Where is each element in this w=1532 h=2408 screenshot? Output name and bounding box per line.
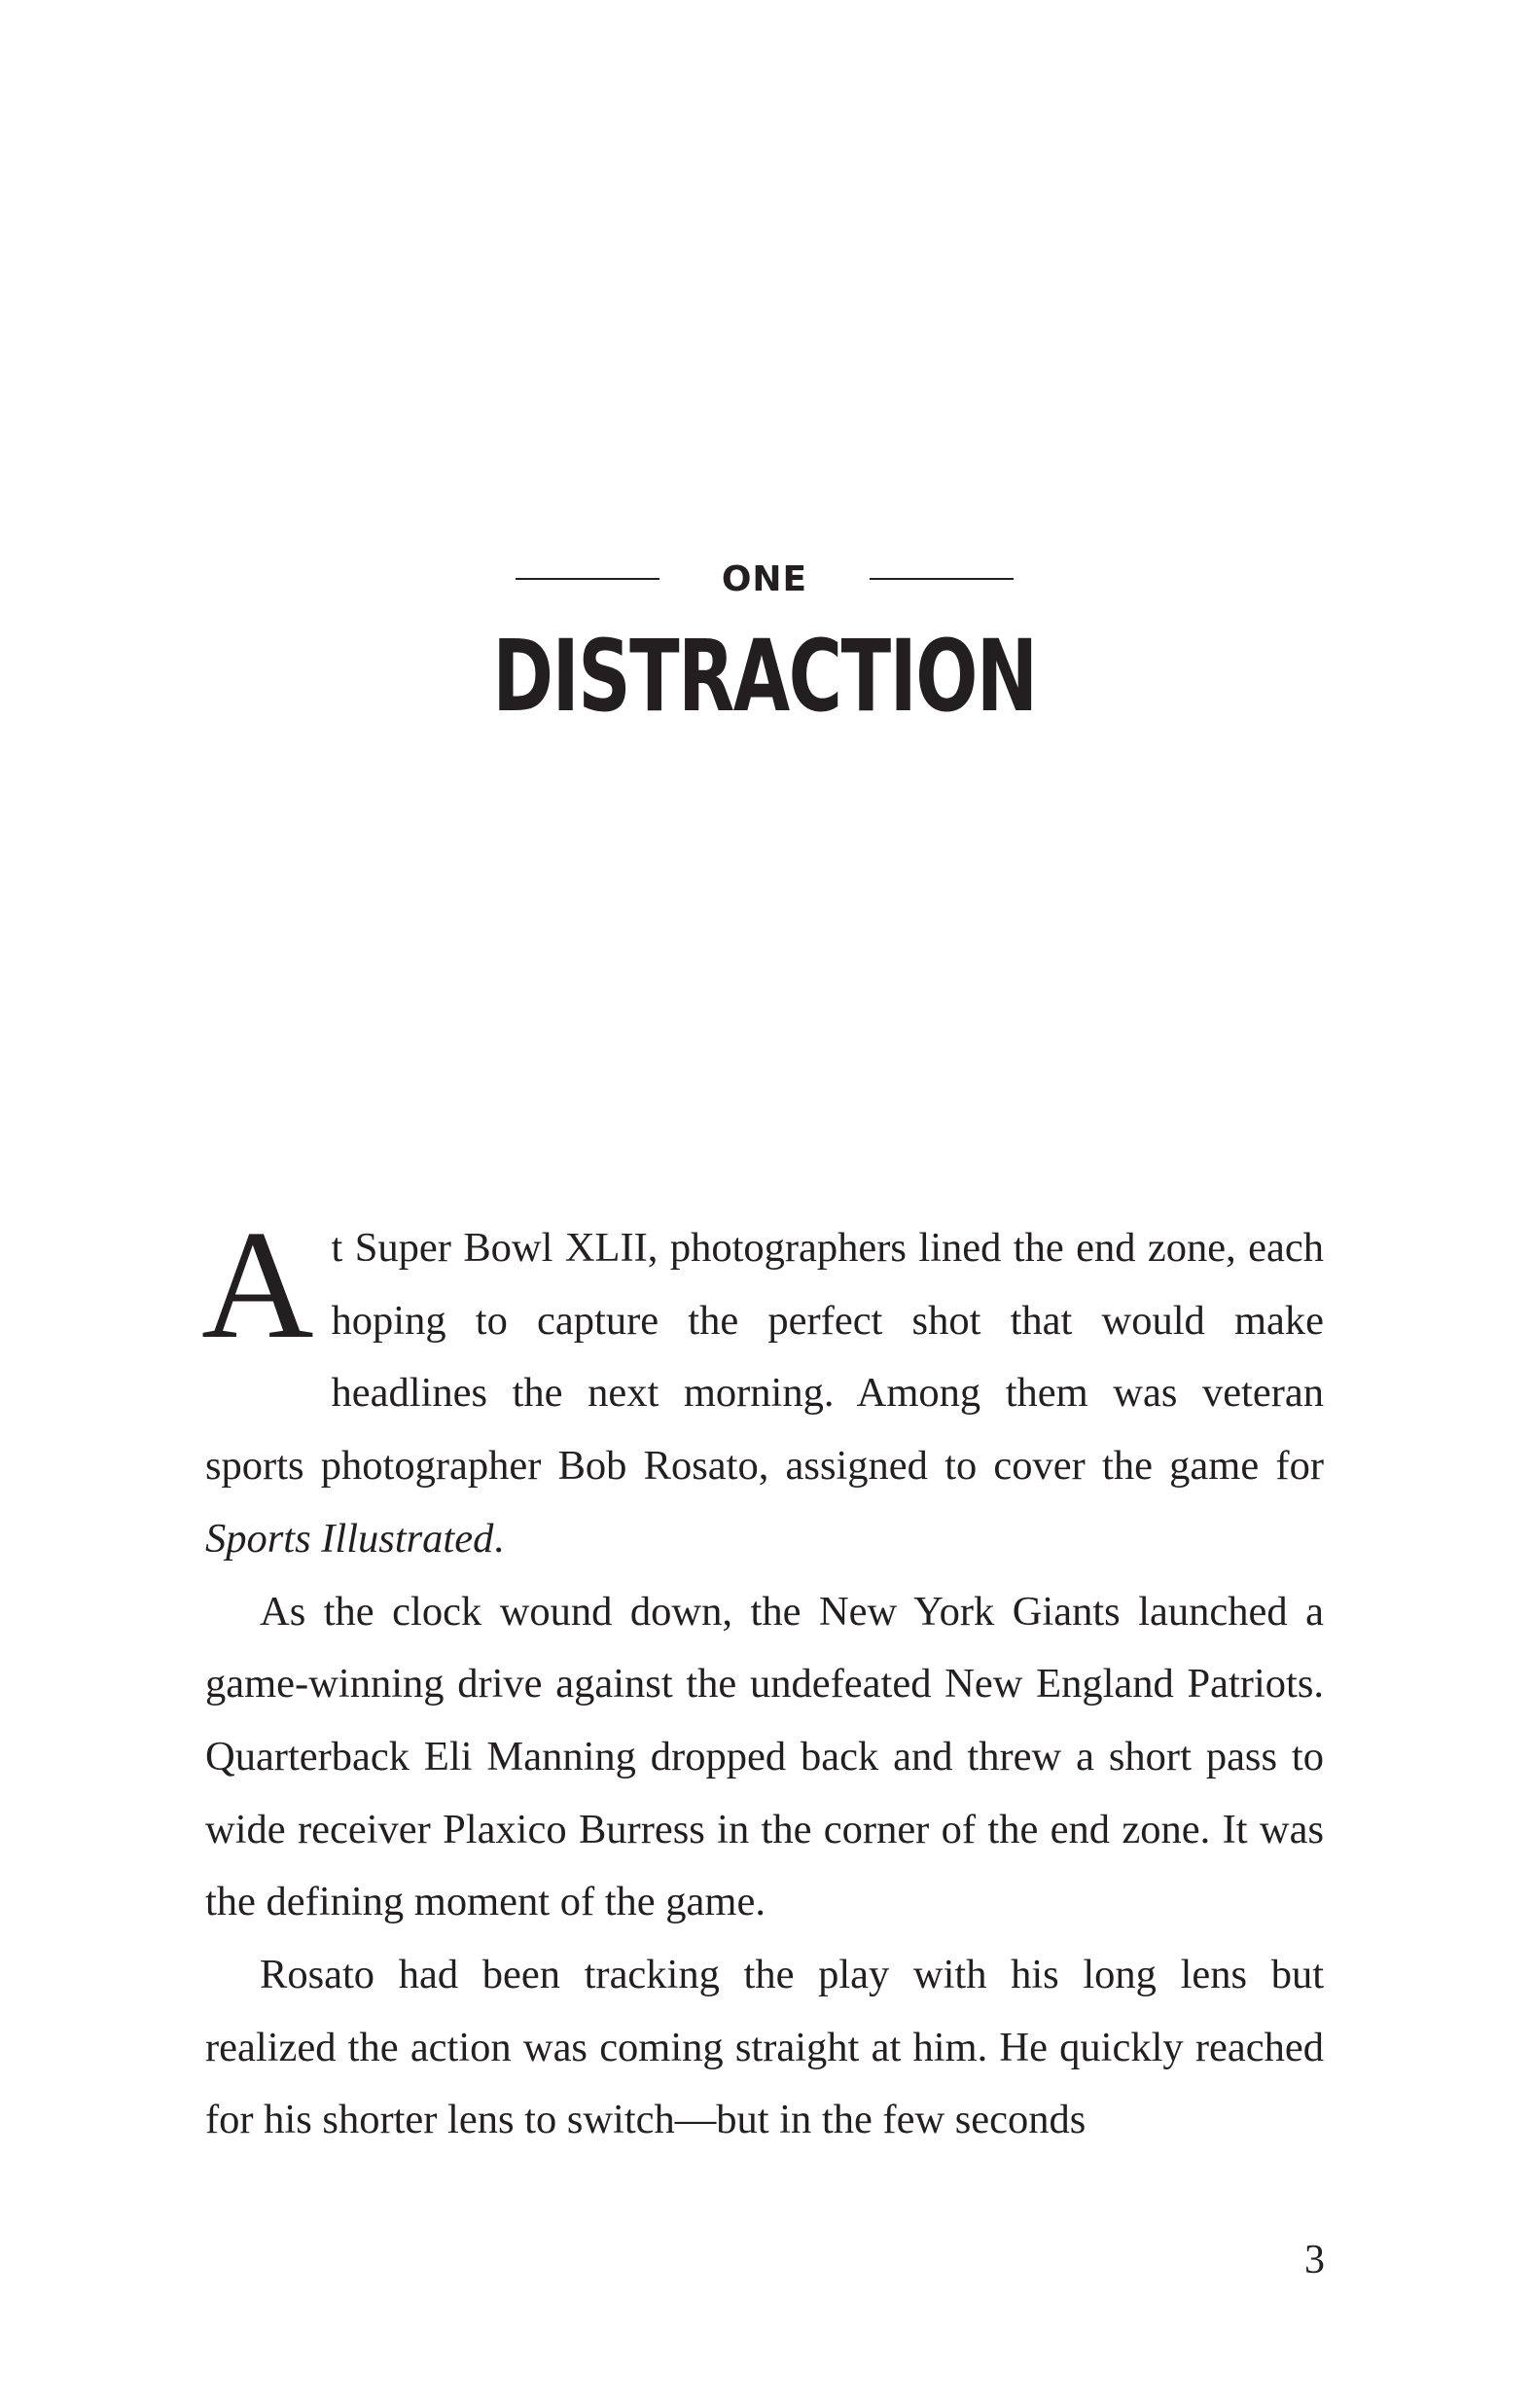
left-rule bbox=[516, 578, 659, 580]
chapter-label-row bbox=[516, 559, 1014, 598]
paragraph-1 bbox=[201, 1198, 1324, 1576]
page-number: 3 bbox=[1304, 2238, 1325, 2282]
paragraph-3: Rosato had been tracking the play with his long lens but realized the action was coming straight at him. He quickly reached for his shorter lens to switch—but in the few seconds bbox=[205, 1952, 1324, 2143]
drop-cap: A bbox=[201, 1198, 314, 1371]
body-text bbox=[201, 1198, 1324, 2157]
paragraph-2: As the clock wound down, the New York Giants launched a game-winning drive against the undefeated New England Patriots. Quarterback Eli Manning dropped back and threw a short pass to wide receiver Plaxico Burress in the corner of the end zone. It was the defining moment of the game. bbox=[205, 1588, 1324, 1925]
paragraph-1-end: . bbox=[493, 1515, 504, 1562]
right-rule bbox=[870, 578, 1014, 580]
publication-title: Sports Illustrated bbox=[205, 1515, 494, 1562]
paragraph-1-text: t Super Bowl XLII, photographers lined the end zone, each hoping to capture the perfect shot that would make headlines the next morning. Among them was veteran sports photographer Bob Rosato, assigned to cover the game for bbox=[205, 1225, 1324, 1490]
chapter-title: DISTRACTION bbox=[492, 619, 1037, 735]
chapter-number: ONE bbox=[721, 558, 808, 599]
